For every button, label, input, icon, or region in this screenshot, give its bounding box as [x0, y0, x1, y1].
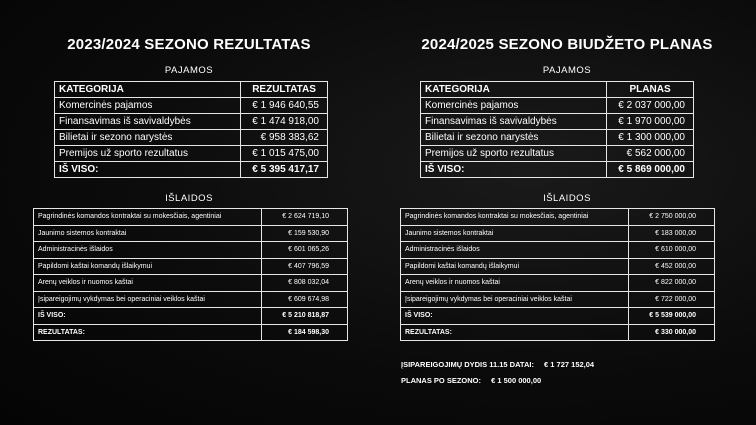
- row-category: Komercinės pajamos: [55, 98, 241, 114]
- table-row: [55, 130, 328, 146]
- row-category: Arenų veiklos ir nuomos kaštai: [34, 275, 262, 292]
- row-value: € 2 624 719,10: [262, 209, 348, 226]
- income-table: [420, 81, 694, 178]
- row-value: € 1 300 000,00: [607, 130, 694, 146]
- row-value: € 452 000,00: [629, 258, 715, 275]
- note-label: ĮSIPAREIGOJIMŲ DYDIS 11.15 DATAI:: [401, 360, 534, 369]
- table-header-row: [55, 82, 328, 98]
- expenses-table: [400, 208, 715, 341]
- table-row: [34, 209, 348, 226]
- total-label: IŠ VISO:: [34, 308, 262, 325]
- row-value: € 159 530,90: [262, 225, 348, 242]
- row-value: € 183 000,00: [629, 225, 715, 242]
- row-category: Komercinės pajamos: [421, 98, 607, 114]
- row-category: Papildomi kaštai komandų išlaikymui: [34, 258, 262, 275]
- row-category: Papildomi kaštai komandų išlaikymui: [401, 258, 629, 275]
- total-label: IŠ VISO:: [55, 162, 241, 178]
- row-category: Įsipareigojimų vykdymas bei operaciniai veiklos kaštai: [401, 291, 629, 308]
- column-header-value: PLANAS: [607, 82, 694, 98]
- table-row: [55, 98, 328, 114]
- row-value: € 2 750 000,00: [629, 209, 715, 226]
- row-value: € 1 015 475,00: [241, 146, 328, 162]
- expenses-table: [33, 208, 348, 341]
- result-label: REZULTATAS:: [401, 324, 629, 341]
- liabilities-note: [401, 360, 594, 369]
- row-value: € 1 946 640,55: [241, 98, 328, 114]
- budget-plan-panel: [378, 0, 756, 425]
- table-row: [401, 209, 715, 226]
- row-value: € 822 000,00: [629, 275, 715, 292]
- row-value: € 610 000,00: [629, 242, 715, 259]
- note-value: € 1 500 000,00: [491, 376, 542, 385]
- row-value: € 609 674,98: [262, 291, 348, 308]
- income-section-label: PAJAMOS: [542, 65, 592, 76]
- row-value: € 601 065,26: [262, 242, 348, 259]
- table-row: [34, 225, 348, 242]
- panel-title: 2024/2025 SEZONO BIUDŽETO PLANAS: [421, 36, 713, 53]
- panel-title: 2023/2024 SEZONO REZULTATAS: [67, 36, 311, 53]
- table-row: [34, 242, 348, 259]
- row-category: Pagrindinės komandos kontraktai su mokesčiais, agentiniai: [34, 209, 262, 226]
- income-section-label: PAJAMOS: [164, 65, 214, 76]
- row-category: Jaunimo sistemos kontraktai: [34, 225, 262, 242]
- table-row: [34, 291, 348, 308]
- table-header-row: [421, 82, 694, 98]
- row-category: Administracinės išlaidos: [401, 242, 629, 259]
- row-category: Finansavimas iš savivaldybės: [55, 114, 241, 130]
- row-category: Bilietai ir sezono narystės: [55, 130, 241, 146]
- table-row: [34, 275, 348, 292]
- row-value: € 958 383,62: [241, 130, 328, 146]
- expenses-section-label: IŠLAIDOS: [543, 193, 591, 204]
- row-value: € 407 796,59: [262, 258, 348, 275]
- row-category: Premijos už sporto rezultatus: [55, 146, 241, 162]
- total-row: [55, 162, 328, 178]
- total-value: € 5 539 000,00: [629, 308, 715, 325]
- result-value: € 184 598,30: [262, 324, 348, 341]
- result-value: € 330 000,00: [629, 324, 715, 341]
- row-value: € 1 474 918,00: [241, 114, 328, 130]
- table-row: [421, 114, 694, 130]
- column-header-value: REZULTATAS: [241, 82, 328, 98]
- column-header-category: KATEGORIJA: [55, 82, 241, 98]
- table-row: [421, 146, 694, 162]
- note-label: PLANAS PO SEZONO:: [401, 376, 482, 385]
- table-row: [55, 146, 328, 162]
- row-category: Finansavimas iš savivaldybės: [421, 114, 607, 130]
- total-label: IŠ VISO:: [401, 308, 629, 325]
- total-row: [421, 162, 694, 178]
- row-category: Premijos už sporto rezultatus: [421, 146, 607, 162]
- row-value: € 808 032,04: [262, 275, 348, 292]
- table-row: [421, 130, 694, 146]
- table-row: [401, 225, 715, 242]
- total-row: [34, 308, 348, 325]
- total-row: [401, 308, 715, 325]
- income-table: [54, 81, 328, 178]
- row-category: Arenų veiklos ir nuomos kaštai: [401, 275, 629, 292]
- result-row: [401, 324, 715, 341]
- total-value: € 5 210 818,87: [262, 308, 348, 325]
- post-season-plan-note: [401, 376, 541, 385]
- expenses-section-label: IŠLAIDOS: [165, 193, 213, 204]
- total-label: IŠ VISO:: [421, 162, 607, 178]
- table-row: [401, 258, 715, 275]
- table-row: [421, 98, 694, 114]
- table-row: [401, 242, 715, 259]
- result-label: REZULTATAS:: [34, 324, 262, 341]
- row-category: Bilietai ir sezono narystės: [421, 130, 607, 146]
- row-category: Jaunimo sistemos kontraktai: [401, 225, 629, 242]
- row-category: Pagrindinės komandos kontraktai su mokesčiais, agentiniai: [401, 209, 629, 226]
- table-row: [34, 258, 348, 275]
- table-row: [401, 291, 715, 308]
- note-value: € 1 727 152,04: [544, 360, 595, 369]
- row-category: Įsipareigojimų vykdymas bei operaciniai veiklos kaštai: [34, 291, 262, 308]
- column-header-category: KATEGORIJA: [421, 82, 607, 98]
- row-value: € 722 000,00: [629, 291, 715, 308]
- total-value: € 5 395 417,17: [241, 162, 328, 178]
- result-row: [34, 324, 348, 341]
- row-value: € 2 037 000,00: [607, 98, 694, 114]
- row-value: € 1 970 000,00: [607, 114, 694, 130]
- total-value: € 5 869 000,00: [607, 162, 694, 178]
- table-row: [55, 114, 328, 130]
- row-value: € 562 000,00: [607, 146, 694, 162]
- row-category: Administracinės išlaidos: [34, 242, 262, 259]
- table-row: [401, 275, 715, 292]
